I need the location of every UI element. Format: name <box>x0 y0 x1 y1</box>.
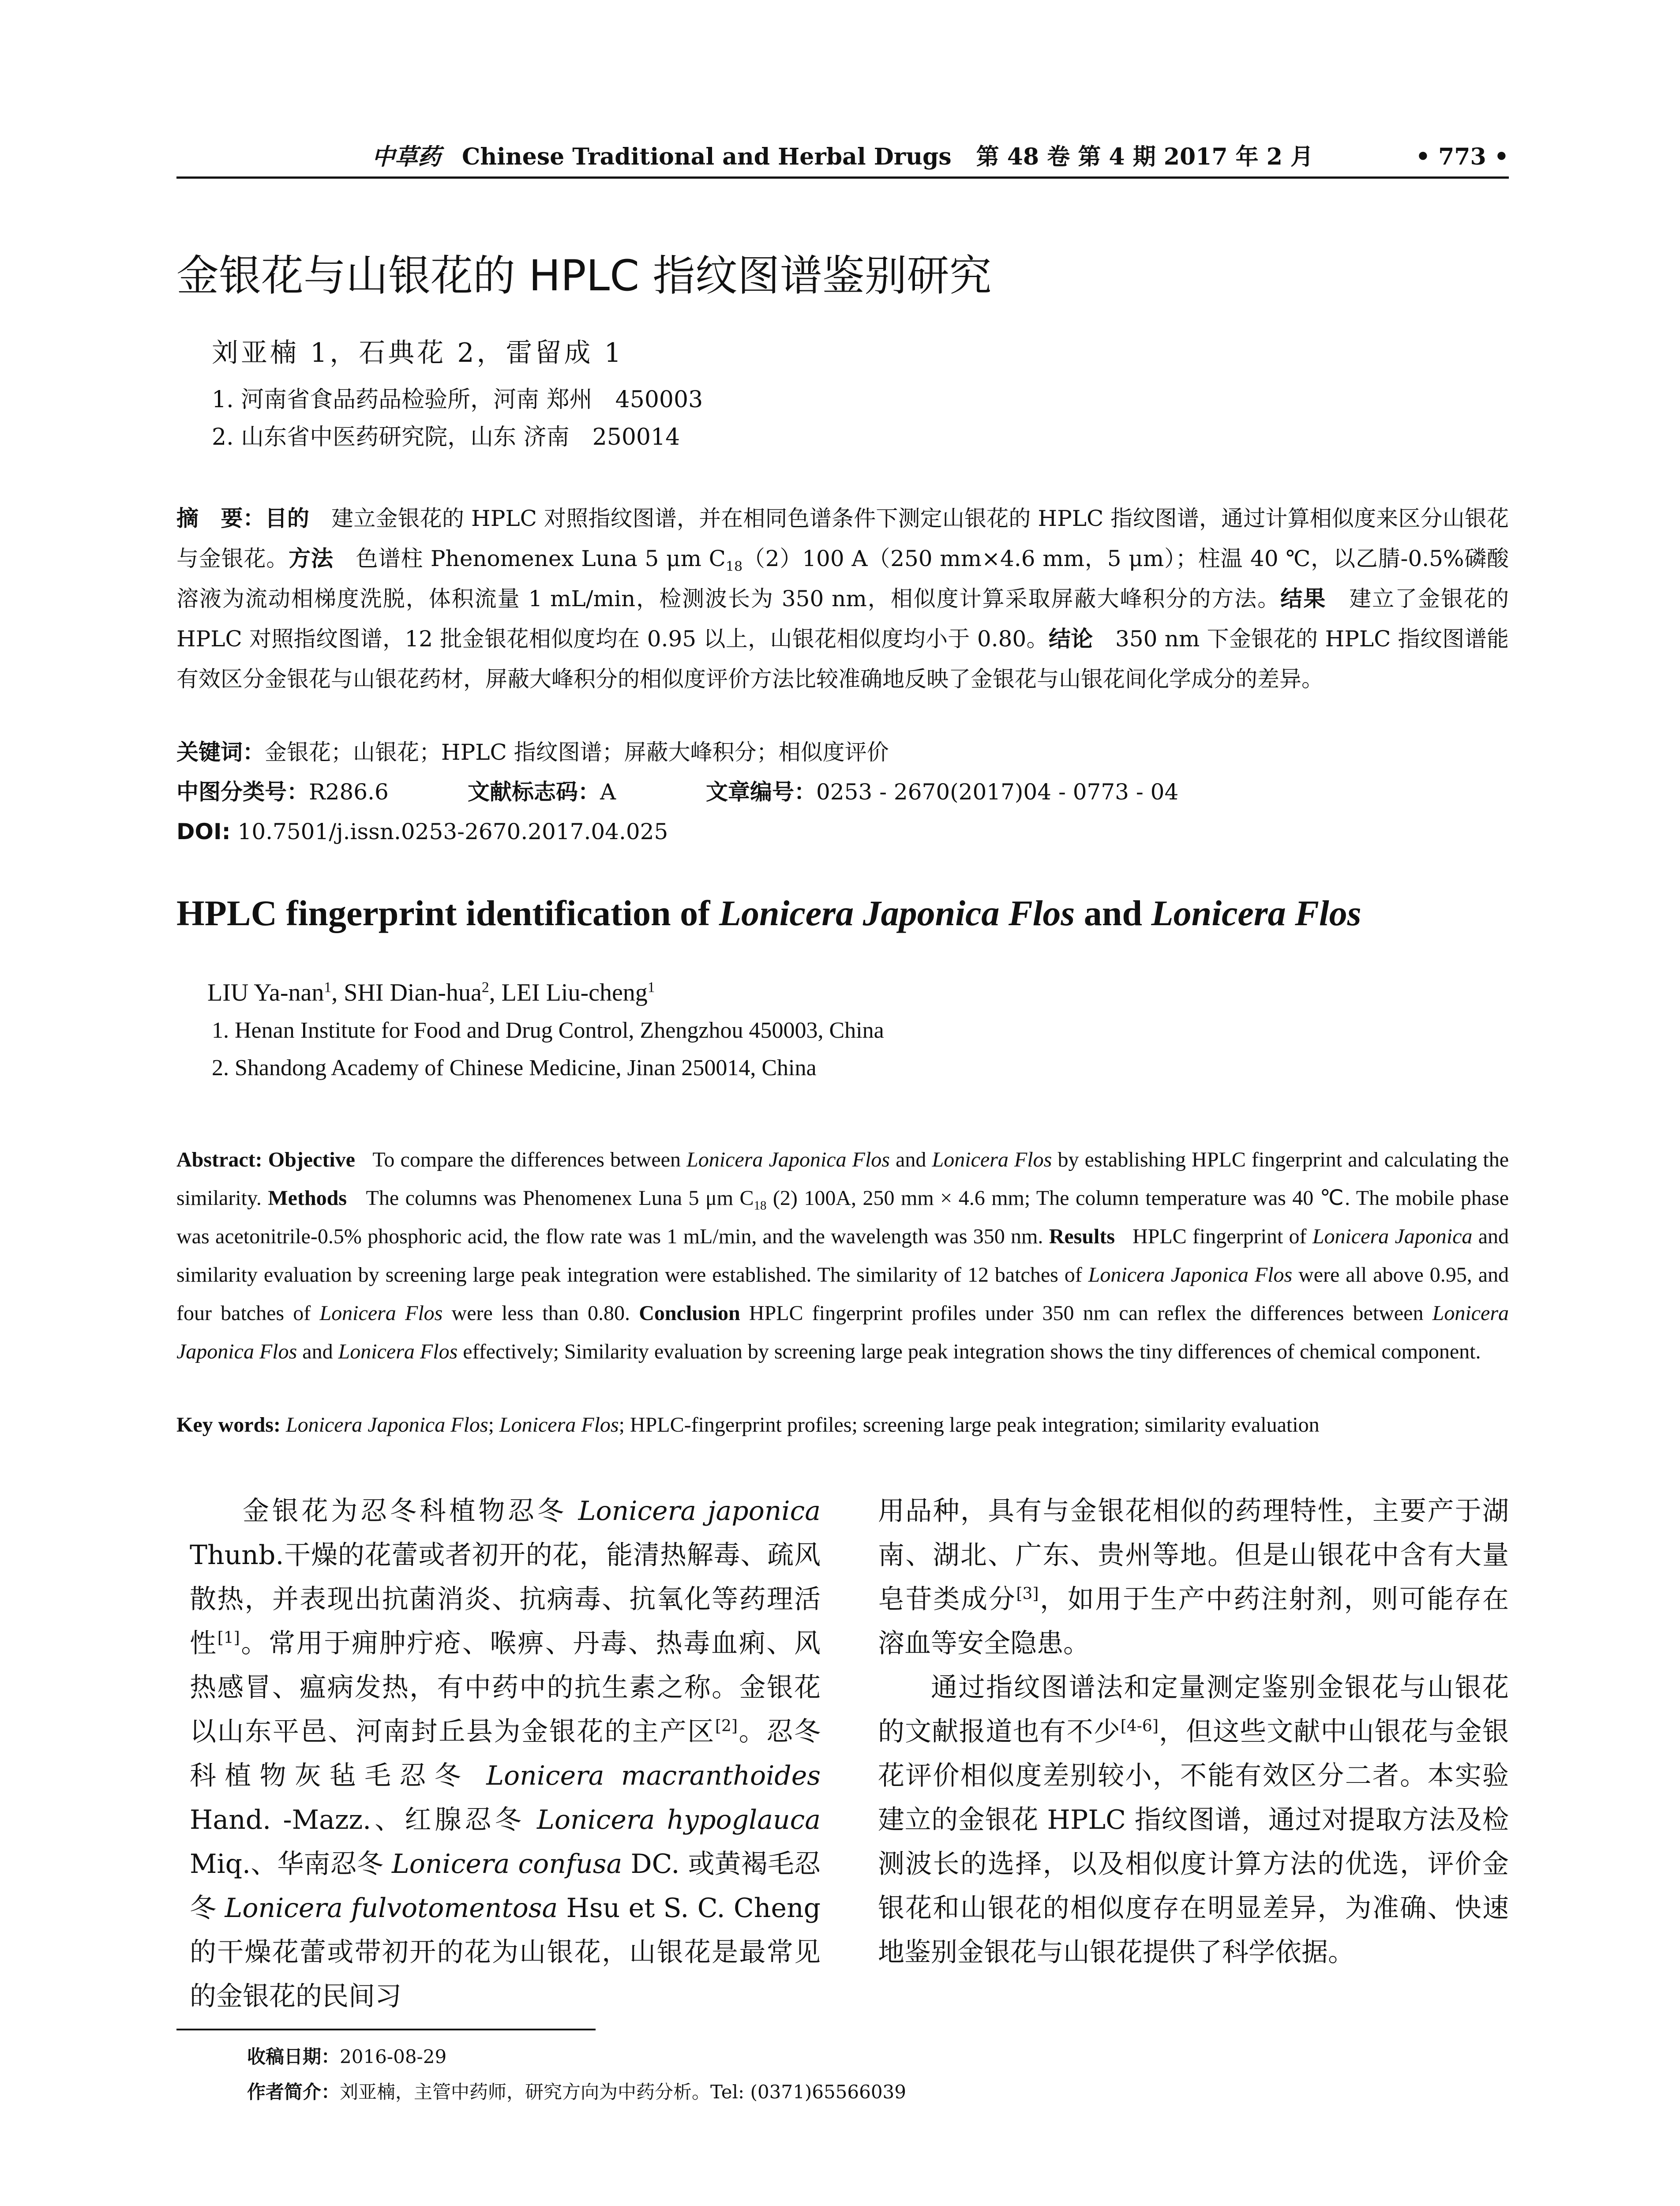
en-abstract-label: Abstract: Objective <box>176 1148 355 1171</box>
author-bio-label: 作者简介： <box>247 2081 340 2103</box>
cn-authors: 刘亚楠 1，石典花 2，雷留成 1 <box>212 338 624 368</box>
en-objective-text-end: by establishing HPLC fingerprint and calculating the similarity. <box>176 1148 1509 1210</box>
doi-label: DOI: <box>176 819 231 844</box>
cn-results-label: 结果 <box>1280 586 1327 612</box>
en-methods-label: Methods <box>268 1186 347 1210</box>
cn-methods-text-pre: 色谱柱 Phenomenex Luna 5 μm C <box>356 546 726 571</box>
en-objective-text: To compare the differences between <box>372 1148 687 1171</box>
en-conclusion-species-2: Lonicera Flos <box>338 1340 458 1363</box>
cn-abstract <box>176 499 1509 699</box>
cn-affiliation-2: 2. 山东省中医药研究院，山东 济南 250014 <box>212 424 680 450</box>
cn-keywords-text: 金银花；山银花；HPLC 指纹图谱；屏蔽大峰积分；相似度评价 <box>265 739 889 765</box>
en-results-text-3: were all above 0.95, and four batches of <box>176 1263 1509 1325</box>
en-methods-subscript: 18 <box>754 1198 767 1213</box>
en-authors: LIU Ya-nan$^1$, SHI Dian-hua$^2$, LEI Liu-cheng$^1$ <box>207 979 655 1006</box>
body-text: Miq.、华南忍冬 <box>190 1849 392 1880</box>
body-column-right <box>878 1489 1509 1974</box>
en-objective-species-2: Lonicera Flos <box>932 1148 1052 1171</box>
footnote-rule <box>176 2029 596 2030</box>
en-keyword-species-2: Lonicera Flos <box>499 1413 619 1437</box>
species-name: Lonicera hypoglauca <box>537 1805 821 1835</box>
en-results-text-4: were less than 0.80. <box>442 1302 630 1325</box>
en-methods-text-pre: The columns was Phenomenex Luna 5 μm C <box>366 1186 754 1210</box>
body-text: DC. 或黄褐毛忍冬 <box>190 1849 821 1924</box>
header-rule <box>176 176 1509 179</box>
cn-article-number <box>706 774 1178 810</box>
received-label: 收稿日期： <box>247 2046 340 2067</box>
body-text: Hsu et S. C. Cheng 的干燥花蕾或带初开的花为山银花，山银花是最常见的金银花的民间习 <box>190 1893 821 2012</box>
journal-issue: 第 48 卷 第 4 期 2017 年 2 月 <box>976 143 1314 170</box>
en-results-species-2: Lonicera Japonica Flos <box>1088 1263 1293 1287</box>
en-title-part: HPLC fingerprint identification of <box>176 893 719 933</box>
cn-methods-subscript: 18 <box>725 559 743 574</box>
running-header <box>176 139 1509 175</box>
species-name: Lonicera japonica <box>578 1496 821 1527</box>
en-keywords <box>176 1407 1526 1443</box>
en-title-and: and <box>1075 893 1151 933</box>
cn-objective-text: 建立金银花的 HPLC 对照指纹图谱，并在相同色谱条件下测定山银花的 HPLC 指纹图谱，通过计算相似度来区分山银花与金银花。 <box>176 506 1509 571</box>
footnote-author <box>247 2078 906 2106</box>
en-results-text: HPLC fingerprint of <box>1132 1225 1312 1248</box>
body-text: 。常用于痈肿疔疮、喉痹、丹毒、热毒血痢、风热感冒、瘟病发热，有中药中的抗生素之称。金银花以山东平邑、河南封丘县为金银花的主产区 <box>190 1628 821 1747</box>
en-title-species-2: Lonicera Flos <box>1151 893 1361 933</box>
en-objective-and: and <box>889 1148 932 1171</box>
received-date: 2016-08-29 <box>340 2046 447 2067</box>
species-name: Lonicera confusa <box>391 1849 622 1880</box>
en-conclusion-label: Conclusion <box>639 1302 740 1325</box>
body-text: 用品种，具有与金银花相似的药理特性，主要产于湖南、湖北、广东、贵州等地。但是山银花中含有大量皂苷类成分 <box>878 1496 1509 1615</box>
body-text: 通过指纹图谱法和定量测定鉴别金银花与山银花的文献报道也有不少 <box>878 1672 1509 1747</box>
cn-affiliation-1: 1. 河南省食品药品检验所，河南 郑州 450003 <box>212 386 703 413</box>
en-affiliation-2: 2. Shandong Academy of Chinese Medicine, Jinan 250014, China <box>212 1055 817 1080</box>
body-text: 。忍冬科植物灰毡毛忍冬 <box>190 1716 821 1791</box>
cn-doi <box>176 814 1509 849</box>
body-text: 金银花为忍冬科植物忍冬 <box>243 1496 578 1527</box>
cn-class-number <box>176 774 468 810</box>
en-keywords-rest: ; HPLC-fingerprint profiles; screening large peak integration; similarity evaluation <box>619 1413 1320 1437</box>
cn-keywords <box>176 735 1509 770</box>
body-text: ，如用于生产中药注射剂，则可能存在溶血等安全隐患。 <box>878 1584 1509 1659</box>
cn-abstract-label: 摘 要： <box>176 506 265 531</box>
en-objective-species-1: Lonicera Japonica Flos <box>686 1148 890 1171</box>
body-paragraph <box>878 1666 1509 1974</box>
body-text: Thunb.干燥的花蕾或者初开的花，能清热解毒、疏风散热，并表现出抗菌消炎、抗病毒、抗氧化等药理活性 <box>190 1540 821 1659</box>
cn-class-label: 中图分类号： <box>176 779 309 805</box>
doi-value: 10.7501/j.issn.0253-2670.2017.04.025 <box>237 819 668 844</box>
en-conclusion-and: and <box>297 1340 338 1363</box>
species-name: Lonicera fulvotomentosa <box>225 1893 558 1924</box>
citation-ref: [3] <box>1016 1585 1039 1603</box>
citation-ref: [2] <box>715 1717 738 1735</box>
species-name: Lonicera macranthoides <box>486 1760 821 1791</box>
page-number: • 773 • <box>1415 143 1509 170</box>
body-paragraph <box>190 1489 821 2018</box>
journal-brand: 中草药 <box>371 143 441 170</box>
en-keyword-species-1: Lonicera Japonica Flos <box>285 1413 488 1437</box>
cn-methods-text-post: （2）100 A（250 mm×4.6 mm，5 μm）；柱温 40 ℃，以乙腈-0.5%磷酸溶液为流动相梯度洗脱，体积流量 1 mL/min，检测波长为 350 nm，相似度计算采取屏蔽大峰积分的方法。 <box>176 546 1509 612</box>
cn-doccode-value: A <box>600 779 616 805</box>
citation-ref: [4-6] <box>1120 1717 1159 1735</box>
footnote-received <box>247 2043 446 2071</box>
journal-name: Chinese Traditional and Herbal Drugs <box>461 143 952 170</box>
en-title-species-1: Lonicera Japonica Flos <box>719 893 1075 933</box>
cn-results-text: 建立了金银花的 HPLC 对照指纹图谱，12 批金银花相似度均在 0.95 以上，山银花相似度均小于 0.80。 <box>176 586 1509 652</box>
citation-ref: [1] <box>217 1629 240 1647</box>
en-keywords-label: Key words: <box>176 1413 281 1437</box>
en-results-text-2: and similarity evaluation by screening large peak integration were established. The similarity of 12 batches of <box>176 1225 1509 1287</box>
en-title <box>176 887 1544 940</box>
cn-doc-code <box>468 774 706 810</box>
en-keyword-separator: ; <box>488 1413 499 1437</box>
en-results-label: Results <box>1049 1225 1115 1248</box>
author-bio: 刘亚楠，主管中药师，研究方向为中药分析。Tel: (0371)65566039 <box>340 2081 906 2103</box>
journal-line <box>176 139 1509 175</box>
cn-title: 金银花与山银花的 HPLC 指纹图谱鉴别研究 <box>176 251 992 300</box>
cn-classification-line <box>176 774 1509 810</box>
en-results-species-3: Lonicera Flos <box>319 1302 443 1325</box>
cn-article-value: 0253 - 2670(2017)04 - 0773 - 04 <box>816 779 1179 805</box>
en-conclusion-text: HPLC fingerprint profiles under 350 nm can reflex the differences between <box>749 1302 1432 1325</box>
cn-keywords-label: 关键词： <box>176 739 265 765</box>
cn-conclusion-text: 350 nm 下金银花的 HPLC 指纹图谱能有效区分金银花与山银花药材，屏蔽大峰积分的相似度评价方法比较准确地反映了金银花与山银花间化学成分的差异。 <box>176 626 1509 692</box>
en-conclusion-species-1: Lonicera Japonica Flos <box>176 1302 1509 1363</box>
body-text: ，但这些文献中山银花与金银花评价相似度差别较小，不能有效区分二者。本实验建立的金银花 HPLC 指纹图谱，通过对提取方法及检测波长的选择，以及相似度计算方法的优选，评价金银花和山银花的相似度存在明显差异，为准确、快速地鉴别金银花与山银花提供了科学依据。 <box>878 1716 1509 1968</box>
en-results-species-1: Lonicera Japonica <box>1312 1225 1473 1248</box>
en-conclusion-text-end: effectively; Similarity evaluation by screening large peak integration shows the tiny differences of chemical component. <box>458 1340 1481 1363</box>
en-methods-text-post: (2) 100A, 250 mm × 4.6 mm; The column temperature was 40 ℃. The mobile phase was acetonitrile-0.5% phosphoric acid, the flow rate was 1 mL/min, and the wavelength was 350 nm. <box>176 1186 1509 1248</box>
body-paragraph <box>878 1489 1509 1666</box>
cn-methods-label: 方法 <box>289 546 334 571</box>
cn-doccode-label: 文献标志码： <box>468 779 600 805</box>
body-column-left <box>190 1489 821 2018</box>
cn-objective-label: 目的 <box>265 506 309 531</box>
cn-class-value: R286.6 <box>309 779 389 805</box>
cn-article-label: 文章编号： <box>706 779 816 805</box>
en-affiliation-1: 1. Henan Institute for Food and Drug Control, Zhengzhou 450003, China <box>212 1018 884 1043</box>
cn-conclusion-label: 结论 <box>1048 626 1093 652</box>
en-abstract <box>176 1141 1509 1371</box>
body-text: Hand. -Mazz.、红腺忍冬 <box>190 1805 537 1835</box>
